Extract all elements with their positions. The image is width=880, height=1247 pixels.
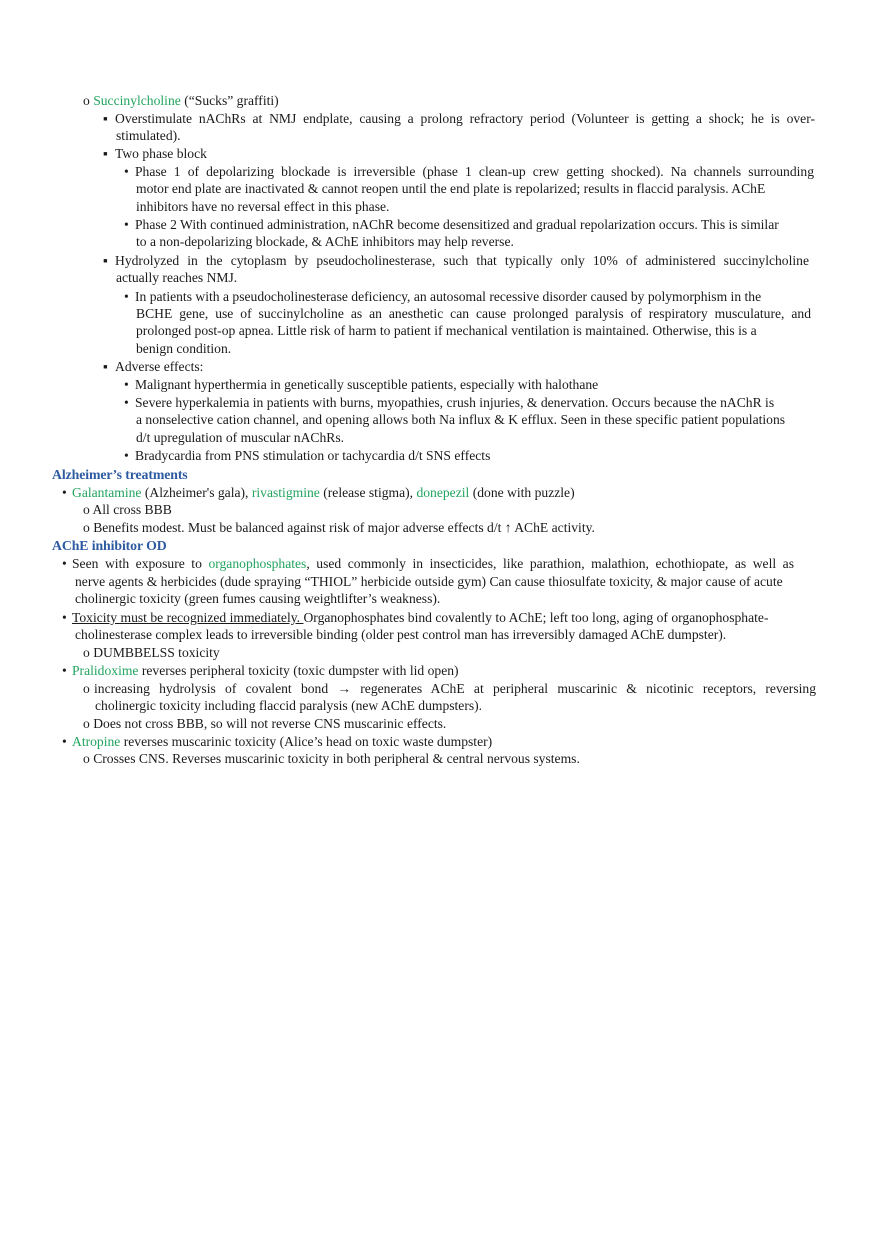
text-line: motor end plate are inactivated & cannot reopen until the end plate is repolarized; results in flaccid paralysis. AChE xyxy=(136,181,766,196)
text-line: to a non-depolarizing blockade, & AChE inhibitors may help reverse. xyxy=(136,234,514,249)
list-marker: o xyxy=(83,681,90,696)
text-line: increasing hydrolysis of covalent bond → regenerates AChE at peripheral muscarinic & nicotinic receptors, reversing xyxy=(94,681,816,696)
drug-list-line xyxy=(72,484,575,501)
text-line: Pralidoxime reverses peripheral toxicity (toxic dumpster with lid open) xyxy=(72,663,459,678)
text-line: cholinesterase complex leads to irreversible binding (older pest control man has irreversibly damaged AChE dumpster). xyxy=(75,627,727,642)
sub-item: o Benefits modest. Must be balanced against risk of major adverse effects d/t ↑ AChE activity. xyxy=(83,520,595,535)
sub-item: o All cross BBB xyxy=(83,502,172,517)
drug-name: Pralidoxime xyxy=(72,663,139,678)
text-line: Atropine reverses muscarinic toxicity (Alice’s head on toxic waste dumpster) xyxy=(72,734,493,749)
underlined-text: Toxicity must be recognized immediately. xyxy=(72,610,304,625)
list-marker: • xyxy=(62,734,67,749)
drug-name: Succinylcholine xyxy=(93,93,181,108)
text-line: stimulated). xyxy=(116,128,181,143)
text-line: Phase 2 With continued administration, nAChR become desensitized and gradual repolarization occurs. This is similar xyxy=(135,217,779,232)
text-line: Severe hyperkalemia in patients with burns, myopathies, crush injuries, & denervation. Occurs because the nAChR is xyxy=(135,395,775,410)
text-line: actually reaches NMJ. xyxy=(116,270,238,285)
text-line: Adverse effects: xyxy=(115,359,204,374)
text-line: Bradycardia from PNS stimulation or tachycardia d/t SNS effects xyxy=(135,448,491,463)
sub-item: o Does not cross BBB, so will not reverse CNS muscarinic effects. xyxy=(83,716,447,731)
mnemonic-text: (done with puzzle) xyxy=(469,485,575,500)
section-heading-alzheimers: Alzheimer’s treatments xyxy=(52,467,188,482)
list-marker: ▪ xyxy=(103,359,108,374)
list-marker: ▪ xyxy=(103,111,108,126)
text-line: Toxicity must be recognized immediately. Organophosphates bind covalently to AChE; left too long, aging of organophosphate- xyxy=(72,610,769,625)
drug-name: organophosphates xyxy=(208,556,307,571)
text-line: nerve agents & herbicides (dude spraying “THIOL” herbicide outside gym) Can cause thiosulfate toxicity, & major cause of acute xyxy=(75,574,783,589)
text-line: In patients with a pseudocholinesterase deficiency, an autosomal recessive disorder caused by polymorphism in the xyxy=(135,289,762,304)
list-marker: • xyxy=(124,217,129,232)
list-marker: ▪ xyxy=(103,253,108,268)
drug-name: donepezil xyxy=(416,485,470,500)
list-marker: • xyxy=(124,448,129,463)
drug-name: Galantamine xyxy=(72,485,142,500)
text-line: cholinergic toxicity (green fumes causing weightlifter’s weakness). xyxy=(75,591,441,606)
text-line: Malignant hyperthermia in genetically susceptible patients, especially with halothane xyxy=(135,377,599,392)
sub-item: o DUMBBELSS toxicity xyxy=(83,645,220,660)
text-line: BCHE gene, use of succinylcholine as an anesthetic can cause prolonged paralysis of respiratory musculature, and xyxy=(136,306,811,321)
list-marker: • xyxy=(124,289,129,304)
text-line: Overstimulate nAChRs at NMJ endplate, causing a prolong refractory period (Volunteer is getting a shock; he is over- xyxy=(115,111,815,126)
text-line: inhibitors have no reversal effect in this phase. xyxy=(136,199,390,214)
text-line: benign condition. xyxy=(136,341,232,356)
mnemonic-text: (Alzheimer's gala), xyxy=(141,485,252,500)
drug-name: rivastigmine xyxy=(251,485,320,500)
list-marker: • xyxy=(62,610,67,625)
drug-name: Atropine xyxy=(72,734,121,749)
list-marker: • xyxy=(62,485,67,500)
mnemonic-text: (“Sucks” graffiti) xyxy=(180,93,279,108)
list-marker: • xyxy=(124,395,129,410)
text-line: Phase 1 of depolarizing blockade is irreversible (phase 1 clean-up crew getting shocked). Na channels surrounding xyxy=(135,164,814,179)
list-marker: • xyxy=(62,556,67,571)
text-line: d/t upregulation of muscular nAChRs. xyxy=(136,430,345,445)
list-marker: ▪ xyxy=(103,146,108,161)
text-line: Two phase block xyxy=(115,146,207,161)
text-line: cholinergic toxicity including flaccid paralysis (new AChE dumpsters). xyxy=(95,698,483,713)
list-marker: o xyxy=(83,93,90,108)
text-line: Seen with exposure to organophosphates, used commonly in insecticides, like parathion, malathion, echothiopate, as well as xyxy=(72,556,794,571)
text-line: prolonged post-op apnea. Little risk of harm to patient if mechanical ventilation is maintained. Otherwise, this is a xyxy=(136,323,757,338)
list-marker: • xyxy=(124,164,129,179)
list-marker: • xyxy=(62,663,67,678)
section-heading-ache-od: AChE inhibitor OD xyxy=(52,538,167,553)
mnemonic-text: (release stigma), xyxy=(319,485,417,500)
text-line: a nonselective cation channel, and opening allows both Na influx & K efflux. Seen in these specific patient populations xyxy=(136,412,786,427)
text-line: Hydrolyzed in the cytoplasm by pseudocholinesterase, such that typically only 10% of administered succinylcholine xyxy=(115,253,809,268)
sub-item: o Crosses CNS. Reverses muscarinic toxicity in both peripheral & central nervous systems. xyxy=(83,751,580,766)
list-marker: • xyxy=(124,377,129,392)
succinylcholine-heading xyxy=(83,92,279,109)
